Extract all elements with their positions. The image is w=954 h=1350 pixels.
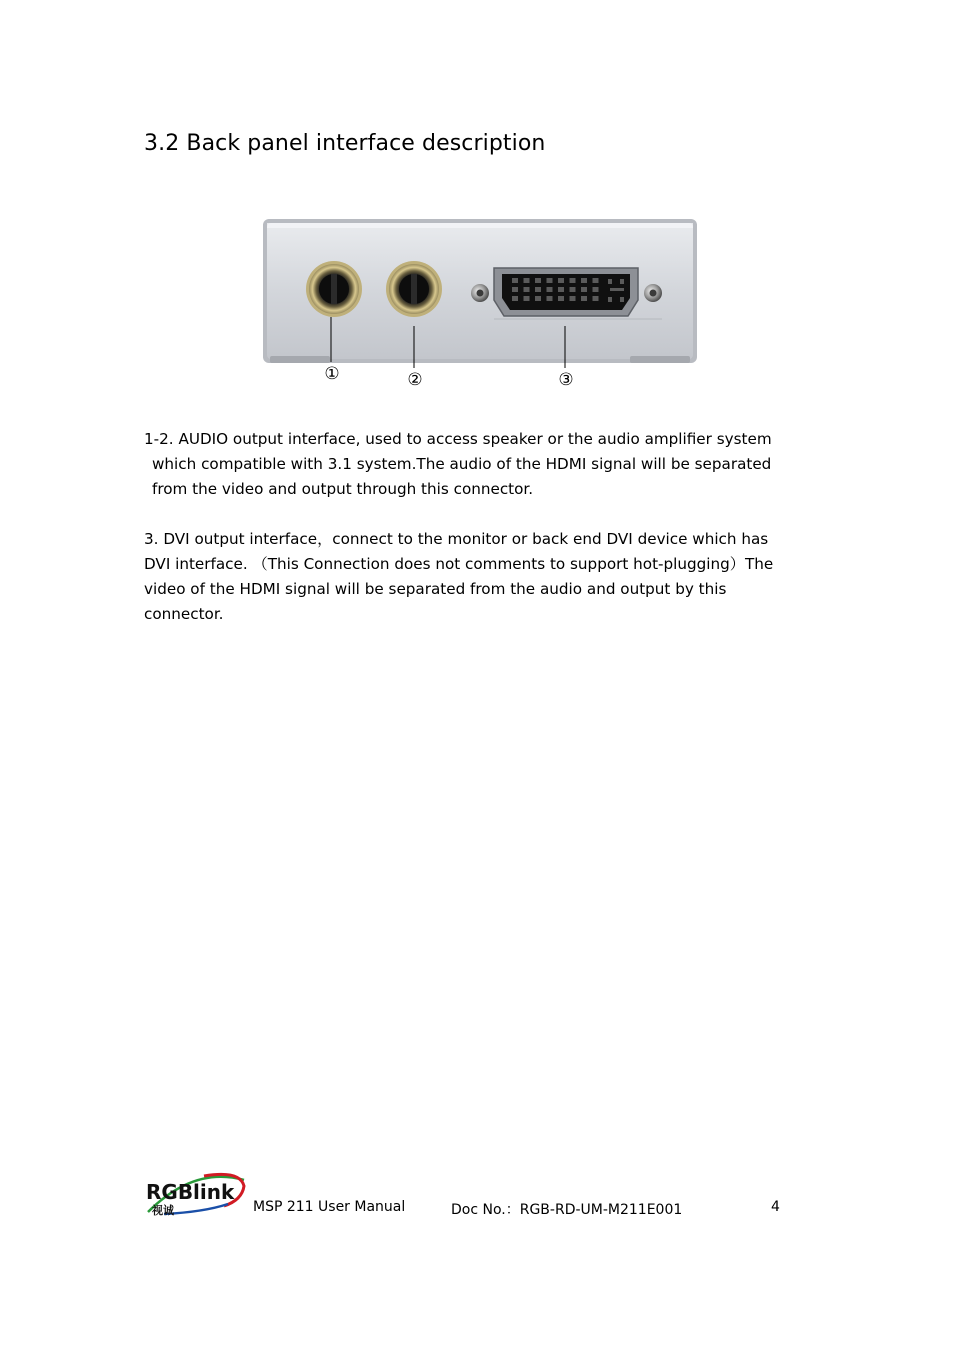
dvi-pin	[512, 278, 518, 283]
paragraph-line: video of the HDMI signal will be separated from the audio and output by this	[144, 580, 727, 598]
paragraph-line: which compatible with 3.1 system.The audio of the HDMI signal will be separated	[152, 455, 772, 473]
dvi-pin	[524, 287, 530, 292]
dvi-pin	[558, 296, 564, 301]
dvi-pin	[593, 296, 599, 301]
paragraph-line: 1-2. AUDIO output interface, used to access speaker or the audio amplifier system	[144, 430, 772, 448]
dvi-pin	[581, 278, 587, 283]
rgblink-logo	[144, 1172, 248, 1216]
dvi-connector	[471, 268, 662, 316]
audio-jack-1	[306, 261, 362, 317]
footer-doc-number: Doc No.：RGB-RD-UM-M211E001	[451, 1202, 683, 1218]
svg-text:RGBlink: RGBlink	[146, 1180, 235, 1204]
dvi-pin	[535, 287, 541, 292]
dvi-pin	[547, 278, 553, 283]
dvi-pin	[581, 287, 587, 292]
dvi-pin	[593, 287, 599, 292]
dvi-pin	[535, 296, 541, 301]
page-number: 4	[771, 1199, 780, 1215]
section-heading: 3.2 Back panel interface description	[144, 131, 546, 156]
svg-text:视诚: 视诚	[152, 1204, 174, 1216]
dvi-pin	[524, 278, 530, 283]
dvi-pin	[512, 287, 518, 292]
page-footer	[144, 1172, 844, 1222]
dvi-pin	[535, 278, 541, 283]
audio-output-description	[144, 427, 824, 502]
dvi-analog-pin	[620, 279, 624, 284]
back-panel-figure	[262, 216, 698, 392]
dvi-pin	[558, 278, 564, 283]
dvi-pin	[570, 278, 576, 283]
dvi-analog-pin	[608, 297, 612, 302]
dvi-pin	[570, 287, 576, 292]
dvi-pin	[593, 278, 599, 283]
dvi-pin	[547, 287, 553, 292]
back-panel-photo	[262, 216, 698, 392]
dvi-blade	[610, 288, 624, 291]
dvi-pin	[558, 287, 564, 292]
dvi-pin	[570, 296, 576, 301]
dvi-pin	[547, 296, 553, 301]
callout-3: ③	[558, 370, 574, 390]
dvi-pin	[512, 296, 518, 301]
paragraph-line: 3. DVI output interface，connect to the monitor or back end DVI device which has	[144, 530, 769, 548]
dvi-analog-pin	[608, 279, 612, 284]
dvi-output-description	[144, 527, 824, 627]
dvi-pin	[524, 296, 530, 301]
paragraph-line: DVI interface. （This Connection does not comments to support hot-plugging）The	[144, 555, 774, 573]
audio-jack-2	[386, 261, 442, 317]
paragraph-line: connector.	[144, 605, 224, 623]
callout-1: ①	[324, 364, 340, 384]
footer-manual-title: MSP 211 User Manual	[253, 1199, 406, 1215]
paragraph-line: from the video and output through this connector.	[152, 480, 534, 498]
dvi-pin	[581, 296, 587, 301]
dvi-analog-pin	[620, 297, 624, 302]
callout-2: ②	[407, 370, 423, 390]
